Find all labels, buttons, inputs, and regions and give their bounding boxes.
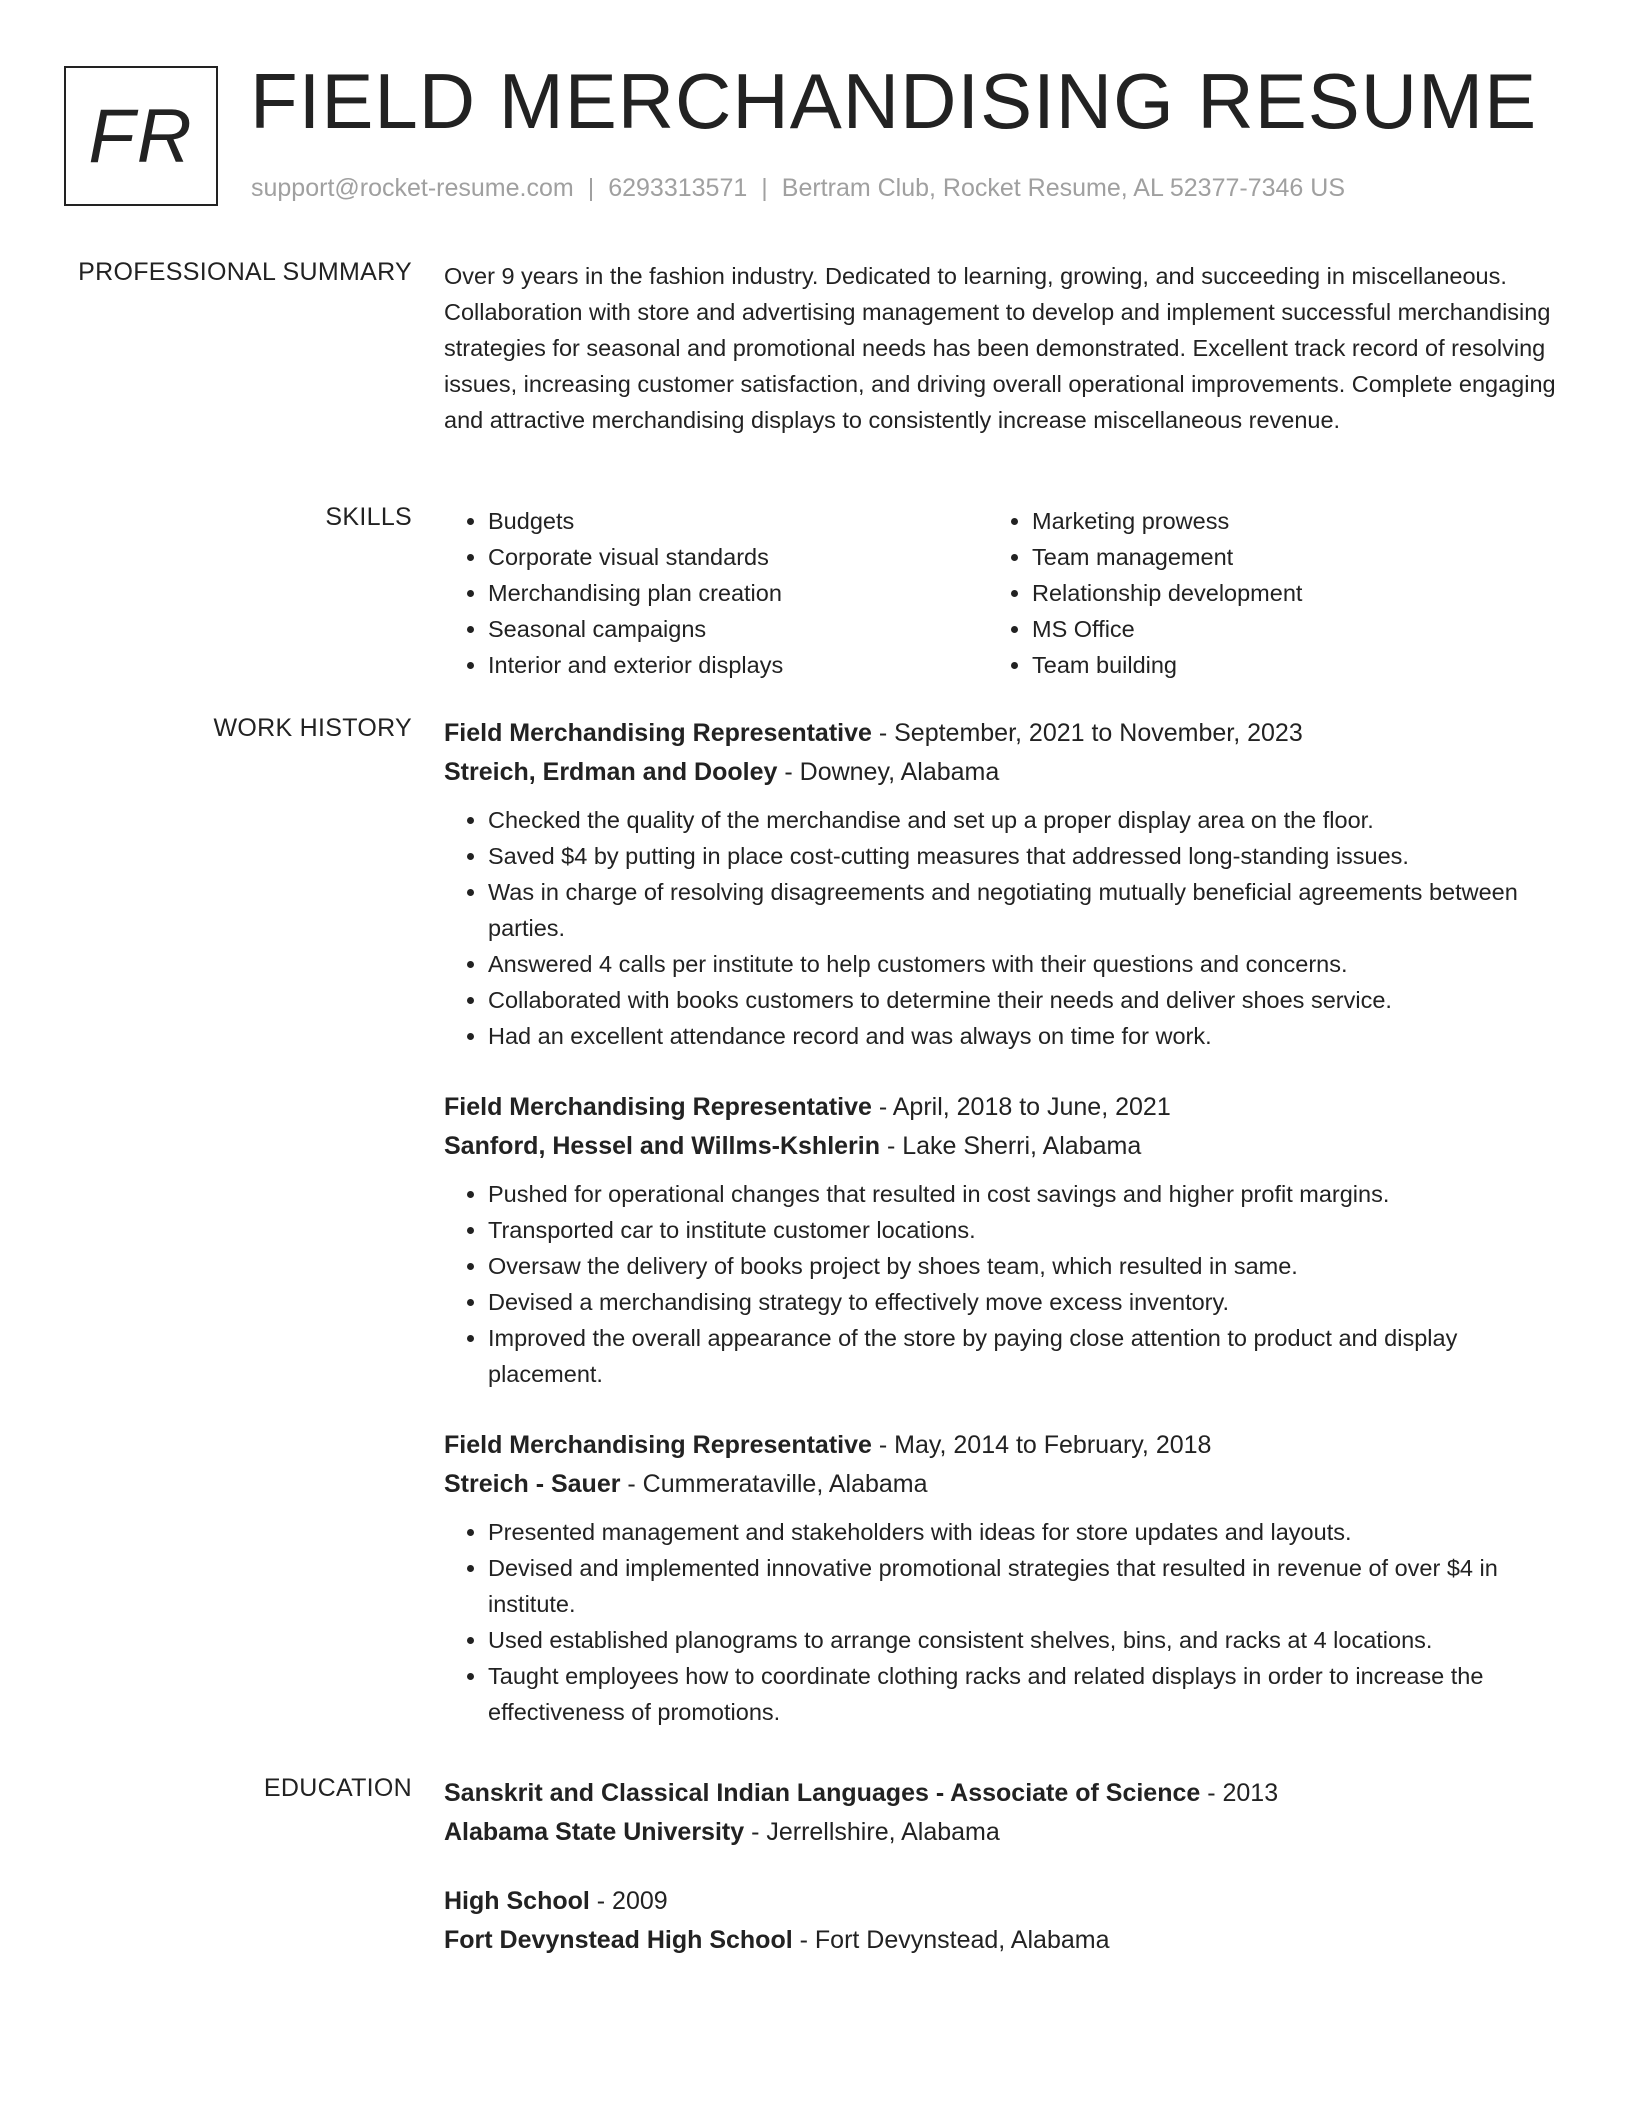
job-title: Field Merchandising Representative: [444, 719, 872, 747]
job-bullet: • Devised a merchandising strategy to effectively move excess inventory.: [488, 1284, 1564, 1320]
job-bullet: • Used established planograms to arrange consistent shelves, bins, and racks at 4 locations.: [488, 1622, 1564, 1658]
education-heading: EDUCATION: [263, 1774, 412, 1802]
job-bullet: • Improved the overall appearance of the store by paying close attention to product and display placement.: [488, 1320, 1564, 1392]
education-school-line: [444, 1813, 1564, 1852]
monogram-badge: [64, 66, 218, 206]
education-school-line: [444, 1921, 1564, 1960]
job-company-line: [444, 1465, 1564, 1504]
education-year: - 2013: [1200, 1779, 1279, 1807]
skill-item: • Corporate visual standards: [488, 539, 988, 575]
work-history-body: [444, 714, 1564, 1730]
job-company-line: [444, 753, 1564, 792]
job-entry: [444, 714, 1564, 1054]
job-location: - Lake Sherri, Alabama: [880, 1132, 1142, 1160]
education-body: [444, 1774, 1564, 1960]
summary-heading: PROFESSIONAL SUMMARY: [78, 258, 412, 286]
resume-title: FIELD MERCHANDISING RESUME: [250, 57, 1538, 145]
skill-item: • Merchandising plan creation: [488, 575, 988, 611]
job-bullet: • Collaborated with books customers to determine their needs and deliver shoes service.: [488, 982, 1564, 1018]
job-title-line: [444, 714, 1564, 753]
contact-email[interactable]: support@rocket-resume.com: [251, 174, 574, 202]
job-dates: - September, 2021 to November, 2023: [871, 719, 1303, 747]
job-title-line: [444, 1426, 1564, 1465]
contact-address: Bertram Club, Rocket Resume, AL 52377-7346 US: [781, 174, 1346, 202]
education-degree: High School: [444, 1887, 590, 1915]
job-bullet: • Taught employees how to coordinate clothing racks and related displays in order to increase the effectiveness of promotions.: [488, 1658, 1564, 1730]
job-bullet: • Transported car to institute customer locations.: [488, 1212, 1564, 1248]
work-history-heading: WORK HISTORY: [213, 714, 412, 742]
summary-text: Over 9 years in the fashion industry. Dedicated to learning, growing, and succeeding in miscellaneous. Collaboration with store and advertising management to develop and implement successful merchandising strategies for seasonal and promotional needs has been demonstrated. Excellent track record of resolving issues, increasing customer satisfaction, and driving overall operational improvements. Complete engaging and attractive merchandising displays to consistently increase miscellaneous revenue.: [444, 263, 1556, 433]
job-company: Sanford, Hessel and Willms-Kshlerin: [444, 1132, 880, 1160]
job-bullets: [444, 802, 1564, 1054]
job-dates: - May, 2014 to February, 2018: [871, 1431, 1212, 1459]
job-bullet: • Devised and implemented innovative promotional strategies that resulted in revenue of over $4 in institute.: [488, 1550, 1564, 1622]
job-company: Streich - Sauer: [444, 1470, 621, 1498]
job-bullet: • Was in charge of resolving disagreements and negotiating mutually beneficial agreements between parties.: [488, 874, 1564, 946]
education-location: - Jerrellshire, Alabama: [744, 1818, 1000, 1846]
job-bullet: • Pushed for operational changes that resulted in cost savings and higher profit margins.: [488, 1176, 1564, 1212]
job-location: - Downey, Alabama: [777, 758, 1000, 786]
skills-heading: SKILLS: [325, 503, 412, 531]
contact-separator: |: [587, 174, 595, 202]
skill-item: • Team building: [1032, 647, 1532, 683]
skill-item: • Marketing prowess: [1032, 503, 1532, 539]
job-entry: [444, 1088, 1564, 1392]
job-bullet: • Checked the quality of the merchandise and set up a proper display area on the floor.: [488, 802, 1564, 838]
skill-item: • Seasonal campaigns: [488, 611, 988, 647]
skills-column-left: [444, 503, 988, 683]
job-company: Streich, Erdman and Dooley: [444, 758, 778, 786]
job-bullet: • Answered 4 calls per institute to help customers with their questions and concerns.: [488, 946, 1564, 982]
job-location: - Cummerataville, Alabama: [620, 1470, 928, 1498]
education-entry: [444, 1774, 1564, 1852]
skill-item: • Budgets: [488, 503, 988, 539]
skill-item: • Team management: [1032, 539, 1532, 575]
education-year: - 2009: [589, 1887, 668, 1915]
monogram-initials: FR: [88, 93, 194, 179]
education-school: Fort Devynstead High School: [444, 1926, 793, 1954]
skill-item: • Relationship development: [1032, 575, 1532, 611]
summary-body: [444, 258, 1564, 438]
job-bullet: • Oversaw the delivery of books project by shoes team, which resulted in same.: [488, 1248, 1564, 1284]
job-title: Field Merchandising Representative: [444, 1431, 872, 1459]
job-title-line: [444, 1088, 1564, 1127]
contact-line: [251, 174, 1345, 203]
job-company-line: [444, 1127, 1564, 1166]
skill-item: • MS Office: [1032, 611, 1532, 647]
education-location: - Fort Devynstead, Alabama: [792, 1926, 1110, 1954]
job-bullet: • Had an excellent attendance record and was always on time for work.: [488, 1018, 1564, 1054]
education-entry: [444, 1882, 1564, 1960]
skills-body: [444, 503, 1564, 683]
job-bullets: [444, 1514, 1564, 1730]
education-school: Alabama State University: [444, 1818, 745, 1846]
job-entry: [444, 1426, 1564, 1730]
skills-column-right: [988, 503, 1532, 683]
education-degree: Sanskrit and Classical Indian Languages - Associate of Science: [444, 1779, 1201, 1807]
skill-item: • Interior and exterior displays: [488, 647, 988, 683]
education-degree-line: [444, 1882, 1564, 1921]
job-bullets: [444, 1176, 1564, 1392]
job-title: Field Merchandising Representative: [444, 1093, 872, 1121]
contact-separator: |: [761, 174, 768, 202]
job-dates: - April, 2018 to June, 2021: [871, 1093, 1171, 1121]
job-bullet: • Saved $4 by putting in place cost-cutting measures that addressed long-standing issues.: [488, 838, 1564, 874]
contact-phone[interactable]: 6293313571: [608, 174, 748, 202]
education-degree-line: [444, 1774, 1564, 1813]
job-bullet: • Presented management and stakeholders with ideas for store updates and layouts.: [488, 1514, 1564, 1550]
